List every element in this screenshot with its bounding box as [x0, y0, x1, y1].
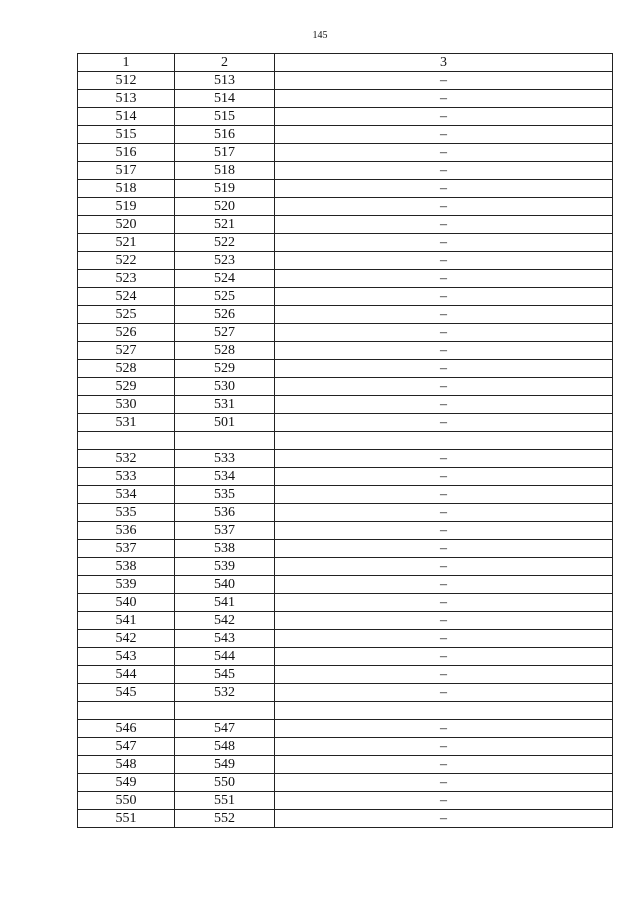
table-row [78, 144, 613, 162]
table-cell-col-1: 515 [78, 126, 175, 144]
table-cell-col-2: 532 [175, 684, 275, 702]
table-cell-col-1: 529 [78, 378, 175, 396]
table-cell-col-1 [78, 702, 175, 720]
table-cell-col-2: 518 [175, 162, 275, 180]
table-cell-col-2 [175, 432, 275, 450]
table-cell-col-3: – [275, 648, 613, 666]
table-cell-col-1: 537 [78, 540, 175, 558]
table-cell-col-3: – [275, 288, 613, 306]
table-row [78, 234, 613, 252]
table-cell-col-1: 525 [78, 306, 175, 324]
table-cell-col-3: – [275, 180, 613, 198]
table-cell-col-2: 534 [175, 468, 275, 486]
table-row [78, 450, 613, 468]
table-row [78, 72, 613, 90]
table-cell-col-2: 533 [175, 450, 275, 468]
table-cell-col-3: – [275, 558, 613, 576]
table-row [78, 288, 613, 306]
table-row [78, 378, 613, 396]
table-cell-col-1: 518 [78, 180, 175, 198]
table-row [78, 396, 613, 414]
table-cell-col-3: – [275, 108, 613, 126]
table-row [78, 594, 613, 612]
table-cell-col-1: 544 [78, 666, 175, 684]
table-cell-col-3: – [275, 594, 613, 612]
table-row [78, 540, 613, 558]
column-header-2: 2 [175, 54, 275, 72]
table-cell-col-3: – [275, 72, 613, 90]
table-row [78, 486, 613, 504]
table-cell-col-2: 536 [175, 504, 275, 522]
table-body [78, 72, 613, 828]
table-cell-col-3: – [275, 468, 613, 486]
table-cell-col-2: 539 [175, 558, 275, 576]
table-row [78, 792, 613, 810]
table-cell-col-2: 547 [175, 720, 275, 738]
table-cell-col-3: – [275, 144, 613, 162]
table-cell-col-1: 534 [78, 486, 175, 504]
table-cell-col-3 [275, 702, 613, 720]
table-row [78, 414, 613, 432]
table-cell-col-1: 548 [78, 756, 175, 774]
table-cell-col-3: – [275, 324, 613, 342]
table-cell-col-1: 542 [78, 630, 175, 648]
table-row [78, 576, 613, 594]
table-row [78, 504, 613, 522]
table-cell-col-3: – [275, 414, 613, 432]
table-cell-col-2: 530 [175, 378, 275, 396]
data-table [77, 53, 613, 828]
table-cell-col-1: 514 [78, 108, 175, 126]
table-cell-col-1: 551 [78, 810, 175, 828]
table-row [78, 756, 613, 774]
table-cell-col-1: 528 [78, 360, 175, 378]
table-cell-col-1: 550 [78, 792, 175, 810]
table-cell-col-1: 549 [78, 774, 175, 792]
table-cell-col-2: 524 [175, 270, 275, 288]
table-cell-col-1: 540 [78, 594, 175, 612]
table-cell-col-1: 536 [78, 522, 175, 540]
table-cell-col-3: – [275, 612, 613, 630]
table-cell-col-1: 531 [78, 414, 175, 432]
table-cell-col-2 [175, 702, 275, 720]
table-cell-col-1: 520 [78, 216, 175, 234]
table-cell-col-2: 515 [175, 108, 275, 126]
table-cell-col-1: 512 [78, 72, 175, 90]
table-cell-col-1: 522 [78, 252, 175, 270]
table-cell-col-2: 513 [175, 72, 275, 90]
table-cell-col-1: 527 [78, 342, 175, 360]
table-cell-col-1: 533 [78, 468, 175, 486]
table-cell-col-3: – [275, 504, 613, 522]
table-header-row [78, 54, 613, 72]
table-cell-col-2: 527 [175, 324, 275, 342]
table-cell-col-2: 514 [175, 90, 275, 108]
table-cell-col-3: – [275, 756, 613, 774]
table-cell-col-1: 543 [78, 648, 175, 666]
table-row [78, 126, 613, 144]
table-row [78, 810, 613, 828]
table-cell-col-2: 538 [175, 540, 275, 558]
table-cell-col-2: 549 [175, 756, 275, 774]
table-cell-col-1: 546 [78, 720, 175, 738]
table-row [78, 468, 613, 486]
table-row [78, 630, 613, 648]
table-cell-col-2: 545 [175, 666, 275, 684]
table-cell-col-1: 532 [78, 450, 175, 468]
table-cell-col-2: 521 [175, 216, 275, 234]
table-cell-col-2: 522 [175, 234, 275, 252]
table-cell-col-1: 530 [78, 396, 175, 414]
column-header-3: 3 [275, 54, 613, 72]
table-row [78, 666, 613, 684]
table-cell-col-2: 537 [175, 522, 275, 540]
table-row [78, 324, 613, 342]
table-row [78, 774, 613, 792]
table-cell-col-3: – [275, 378, 613, 396]
table-cell-col-2: 526 [175, 306, 275, 324]
table-cell-col-2: 528 [175, 342, 275, 360]
column-header-1: 1 [78, 54, 175, 72]
table-row [78, 360, 613, 378]
table-cell-col-2: 531 [175, 396, 275, 414]
table-cell-col-2: 541 [175, 594, 275, 612]
table-cell-col-1: 524 [78, 288, 175, 306]
table-row [78, 252, 613, 270]
table-cell-col-1: 547 [78, 738, 175, 756]
table-cell-col-3: – [275, 270, 613, 288]
table-cell-col-2: 516 [175, 126, 275, 144]
table-row [78, 432, 613, 450]
table-cell-col-1: 535 [78, 504, 175, 522]
page-number: 145 [312, 30, 328, 41]
table-row [78, 738, 613, 756]
table-row [78, 108, 613, 126]
table-cell-col-3: – [275, 396, 613, 414]
table-cell-col-2: 544 [175, 648, 275, 666]
table-cell-col-3: – [275, 720, 613, 738]
table-row [78, 216, 613, 234]
table-cell-col-1: 541 [78, 612, 175, 630]
table-cell-col-3: – [275, 792, 613, 810]
table-cell-col-2: 529 [175, 360, 275, 378]
table-row [78, 720, 613, 738]
table-row [78, 702, 613, 720]
table-row [78, 648, 613, 666]
table-cell-col-2: 540 [175, 576, 275, 594]
table-cell-col-3: – [275, 486, 613, 504]
table-row [78, 522, 613, 540]
table-cell-col-3: – [275, 234, 613, 252]
table-row [78, 684, 613, 702]
table-cell-col-2: 501 [175, 414, 275, 432]
table-cell-col-3 [275, 432, 613, 450]
table-cell-col-3: – [275, 342, 613, 360]
table-cell-col-2: 523 [175, 252, 275, 270]
table-cell-col-1: 516 [78, 144, 175, 162]
table-cell-col-2: 551 [175, 792, 275, 810]
table-cell-col-1: 538 [78, 558, 175, 576]
table-cell-col-3: – [275, 216, 613, 234]
table-row [78, 90, 613, 108]
table-cell-col-2: 525 [175, 288, 275, 306]
table-cell-col-1: 519 [78, 198, 175, 216]
table-cell-col-2: 519 [175, 180, 275, 198]
table-cell-col-3: – [275, 522, 613, 540]
table-cell-col-1: 523 [78, 270, 175, 288]
table-cell-col-3: – [275, 252, 613, 270]
table-cell-col-2: 548 [175, 738, 275, 756]
table-row [78, 306, 613, 324]
table-cell-col-2: 550 [175, 774, 275, 792]
table-cell-col-2: 520 [175, 198, 275, 216]
table-cell-col-2: 552 [175, 810, 275, 828]
table-cell-col-1: 513 [78, 90, 175, 108]
table-cell-col-3: – [275, 738, 613, 756]
table-row [78, 198, 613, 216]
table-cell-col-1: 539 [78, 576, 175, 594]
table-cell-col-3: – [275, 810, 613, 828]
table-cell-col-3: – [275, 684, 613, 702]
table-cell-col-2: 542 [175, 612, 275, 630]
table-row [78, 180, 613, 198]
table-row [78, 558, 613, 576]
table-row [78, 342, 613, 360]
table-cell-col-1: 521 [78, 234, 175, 252]
table-cell-col-2: 535 [175, 486, 275, 504]
table-row [78, 162, 613, 180]
table-cell-col-3: – [275, 540, 613, 558]
table-cell-col-1 [78, 432, 175, 450]
table-cell-col-3: – [275, 630, 613, 648]
table-cell-col-2: 543 [175, 630, 275, 648]
table-cell-col-3: – [275, 198, 613, 216]
table-row [78, 270, 613, 288]
table-cell-col-3: – [275, 126, 613, 144]
table-cell-col-3: – [275, 360, 613, 378]
table-cell-col-3: – [275, 306, 613, 324]
table-cell-col-2: 517 [175, 144, 275, 162]
table-cell-col-1: 545 [78, 684, 175, 702]
table-cell-col-3: – [275, 450, 613, 468]
table-row [78, 612, 613, 630]
table-cell-col-1: 517 [78, 162, 175, 180]
table-cell-col-3: – [275, 576, 613, 594]
table-cell-col-3: – [275, 666, 613, 684]
table-cell-col-3: – [275, 162, 613, 180]
table-cell-col-3: – [275, 90, 613, 108]
table-cell-col-3: – [275, 774, 613, 792]
table-cell-col-1: 526 [78, 324, 175, 342]
